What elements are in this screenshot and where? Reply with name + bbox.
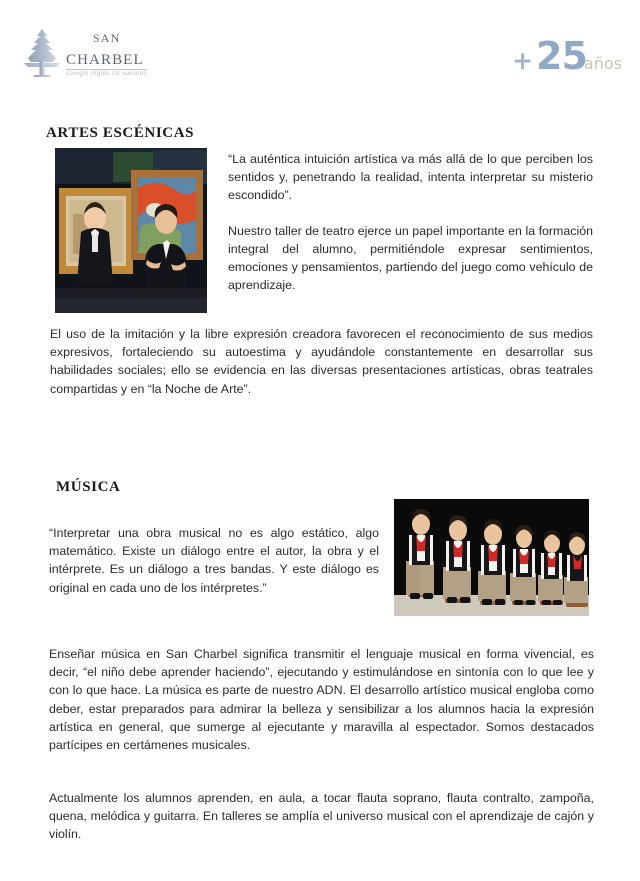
musica-quote-paragraph: “Interpretar una obra musical no es algo estático, algo matemático. Existe un diálogo entre el autor, la obra y el intérprete. Es un diálogo a tres bandas. Y este diálogo es original en cada uno de los intérpretes.” (49, 526, 379, 595)
logo-line-san: san (92, 27, 121, 46)
page-header (0, 0, 640, 96)
cedar-tree-icon (22, 27, 62, 77)
theatre-performance-photo (55, 148, 207, 313)
logo-divider (66, 69, 147, 70)
section-title-artes-escenicas: ARTES ESCÉNICAS (46, 125, 195, 142)
anniversary-badge (512, 34, 622, 78)
school-logo (22, 27, 147, 77)
anniversary-number: 25 (536, 34, 587, 78)
logo-tagline: colegio inglés de varones (66, 71, 148, 77)
anniversary-unit: años (583, 54, 622, 73)
music-ensemble-photo (394, 499, 589, 616)
artes-quote-paragraph: “La auténtica intuición artística va más allá de lo que perciben los sentidos y, penetrando la realidad, intenta interpretar su misterio escondido”. (228, 152, 593, 203)
logo-line-charbel: charbel (66, 44, 144, 69)
section-title-musica: MÚSICA (56, 479, 121, 496)
artes-escenicas-text-column (228, 150, 593, 294)
artes-wide-paragraph: El uso de la imitación y la libre expresión creadora favorecen el reconocimiento de sus medios expresivos, fortaleciendo su autoestima y ayudándole constantemente en desarrollar sus habilidades sociales; ello se evidencia en las diversas presentaciones artísticas, obras teatrales compartidas y en “la Noche de Arte”. (50, 327, 593, 396)
anniversary-plus-sign: + (512, 46, 534, 75)
musica-first-paragraph: Enseñar música en San Charbel significa transmitir el lenguaje musical en forma vivencial, es decir, “el niño debe aprender haciendo”, ejecutando y estimulándose en sintonía con lo que lee y con lo que hace. La música es parte de nuestro ADN. El desarrollo artístico musical engloba como deber, estar preparados para admirar la belleza y sensibilizar a los alumnos hacia la expresión artística en general, que sumerge al ejecutante y maravilla al espectador. Somos destacados partícipes en certámenes musicales. (49, 647, 594, 753)
artes-workshop-paragraph: Nuestro taller de teatro ejerce un papel importante en la formación integral del alumno, permitiéndole expresar sentimientos, emociones y pensamientos, partiendo del juego como vehículo de aprendizaje. (228, 223, 593, 293)
musica-second-paragraph: Actualmente los alumnos aprenden, en aula, a tocar flauta soprano, flauta contralto, zampoña, quena, melódica y guitarra. En talleres se amplía el universo musical con el aprendizaje de cajón y violín. (49, 791, 594, 842)
